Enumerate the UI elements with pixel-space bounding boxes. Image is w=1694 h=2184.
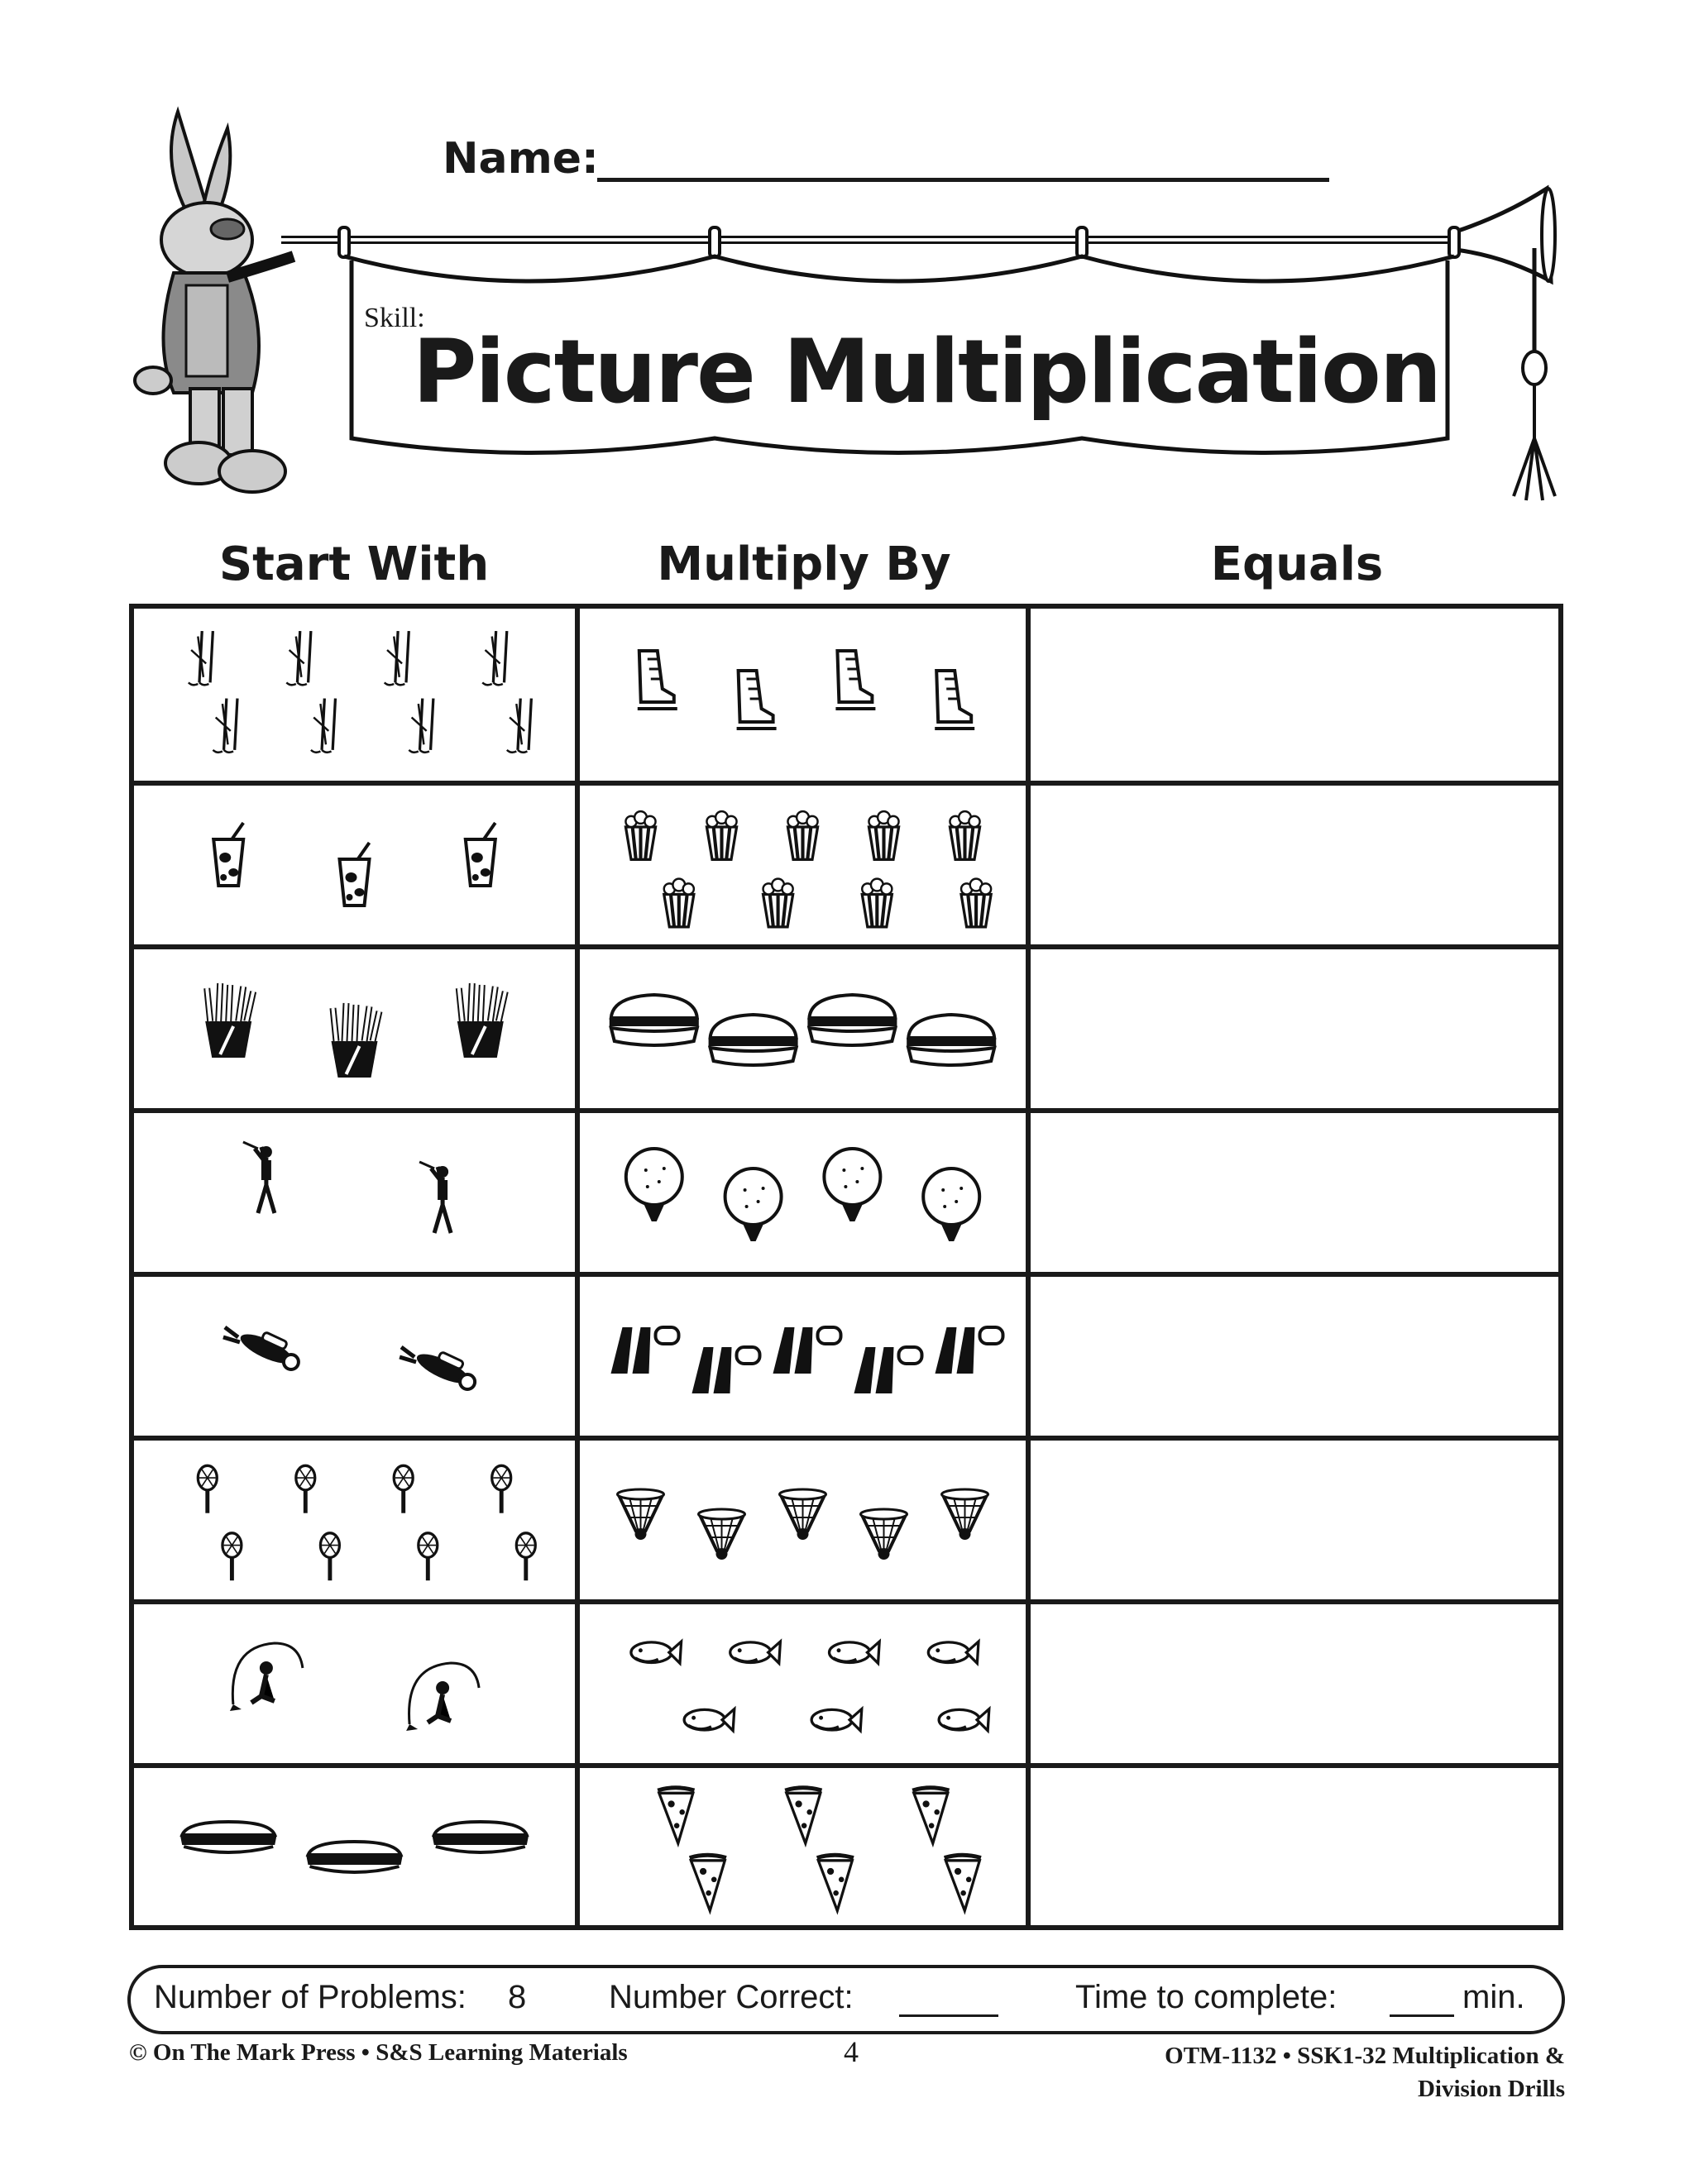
popcorn-icon — [706, 811, 736, 859]
flippers-and-mask-icon — [611, 1327, 679, 1374]
equals-answer-cell-row-5[interactable] — [1031, 1277, 1558, 1437]
popcorn-icon — [869, 811, 898, 859]
equals-answer-cell-row-4[interactable] — [1031, 1113, 1558, 1274]
popcorn-icon — [950, 811, 979, 859]
time-blank[interactable] — [1390, 2014, 1454, 2017]
shuttlecock-icon — [942, 1489, 988, 1540]
time-to-complete-label: Time to complete: — [1075, 1979, 1337, 2015]
fish-icon — [830, 1642, 880, 1663]
submarine-sandwich-icon — [180, 1822, 276, 1852]
soda-cup-icon — [466, 823, 495, 886]
column-header-start-with: Start With — [218, 538, 490, 591]
fish-icon — [730, 1642, 781, 1663]
column-header-multiply-by: Multiply By — [657, 538, 951, 591]
french-fries-icon — [332, 1003, 380, 1078]
skis-icon — [409, 699, 433, 753]
tennis-racket-icon — [394, 1465, 413, 1513]
start-with-cell-row-4 — [134, 1113, 575, 1274]
skis-icon — [507, 699, 532, 753]
start-with-cell-row-1 — [134, 609, 575, 769]
skis-icon — [311, 699, 336, 753]
golf-ball-on-tee-icon — [725, 1168, 782, 1241]
name-label: Name: — [443, 134, 599, 184]
popcorn-icon — [961, 879, 991, 927]
tennis-racket-icon — [516, 1533, 535, 1580]
popcorn-icon — [625, 811, 655, 859]
golf-ball-on-tee-icon — [824, 1149, 880, 1221]
pizza-slice-icon — [785, 1788, 821, 1843]
tennis-racket-icon — [223, 1533, 242, 1580]
soda-cup-icon — [340, 843, 370, 906]
popcorn-icon — [862, 879, 892, 927]
book-credit-line2: Division Drills — [1417, 2076, 1565, 2102]
equals-answer-cell-row-6[interactable] — [1031, 1441, 1558, 1601]
flippers-and-mask-icon — [936, 1327, 1003, 1374]
multiply-by-cell-row-7 — [580, 1604, 1026, 1765]
tennis-racket-icon — [419, 1533, 438, 1580]
golf-ball-on-tee-icon — [626, 1149, 682, 1221]
pizza-slice-icon — [690, 1855, 726, 1910]
hamburger-icon — [610, 995, 699, 1045]
tennis-racket-icon — [492, 1465, 511, 1513]
pizza-slice-icon — [912, 1788, 949, 1843]
multiply-by-cell-row-5 — [580, 1277, 1026, 1437]
popcorn-icon — [763, 879, 793, 927]
number-of-problems-label: Number of Problems: — [154, 1979, 467, 2015]
scuba-diver-icon — [400, 1347, 475, 1389]
equals-answer-cell-row-2[interactable] — [1031, 786, 1558, 946]
start-with-cell-row-2 — [134, 786, 575, 946]
shuttlecock-icon — [861, 1509, 907, 1560]
flippers-and-mask-icon — [692, 1347, 760, 1393]
equals-answer-cell-row-8[interactable] — [1031, 1768, 1558, 1928]
tennis-racket-icon — [296, 1465, 315, 1513]
fisherman-icon — [230, 1643, 303, 1711]
multiply-by-cell-row-2 — [580, 786, 1026, 946]
start-with-cell-row-6 — [134, 1441, 575, 1601]
equals-answer-cell-row-1[interactable] — [1031, 609, 1558, 769]
submarine-sandwich-icon — [433, 1822, 529, 1852]
submarine-sandwich-icon — [307, 1842, 403, 1872]
shuttlecock-icon — [780, 1489, 826, 1540]
flippers-and-mask-icon — [854, 1347, 922, 1393]
golfer-icon — [243, 1142, 275, 1213]
column-header-equals: Equals — [1210, 538, 1384, 591]
hamburger-icon — [907, 1015, 996, 1065]
equals-answer-cell-row-3[interactable] — [1031, 949, 1558, 1110]
ice-skate-icon — [737, 671, 777, 729]
multiply-by-cell-row-3 — [580, 949, 1026, 1110]
french-fries-icon — [457, 983, 505, 1058]
multiply-by-cell-row-4 — [580, 1113, 1026, 1274]
tennis-racket-icon — [320, 1533, 339, 1580]
fish-icon — [631, 1642, 682, 1663]
hamburger-icon — [807, 995, 897, 1045]
page-number: 4 — [844, 2035, 859, 2068]
golfer-icon — [419, 1162, 451, 1233]
fisherman-icon — [406, 1663, 479, 1731]
pizza-slice-icon — [945, 1855, 981, 1910]
skis-icon — [482, 631, 507, 685]
fish-icon — [811, 1709, 862, 1731]
ice-skate-icon — [835, 651, 875, 709]
pizza-slice-icon — [658, 1788, 694, 1843]
book-credit-line1: OTM-1132 • SSK1-32 Multiplication & — [1165, 2043, 1565, 2069]
skill-label: Skill: — [364, 303, 425, 333]
multiply-by-cell-row-6 — [580, 1441, 1026, 1601]
shuttlecock-icon — [699, 1509, 745, 1560]
hamburger-icon — [709, 1015, 798, 1065]
tennis-racket-icon — [198, 1465, 217, 1513]
ice-skate-icon — [638, 651, 677, 709]
book-credit — [1165, 2039, 1565, 2105]
number-correct-label: Number Correct: — [609, 1979, 854, 2015]
popcorn-icon — [787, 811, 817, 859]
soda-cup-icon — [213, 823, 243, 886]
french-fries-icon — [205, 983, 253, 1058]
number-of-problems-value: 8 — [508, 1979, 527, 2015]
start-with-cell-row-3 — [134, 949, 575, 1110]
fish-icon — [684, 1709, 735, 1731]
ice-skate-icon — [935, 671, 974, 729]
golf-ball-on-tee-icon — [923, 1168, 979, 1241]
start-with-cell-row-7 — [134, 1604, 575, 1765]
equals-answer-cell-row-7[interactable] — [1031, 1604, 1558, 1765]
start-with-cell-row-8 — [134, 1768, 575, 1928]
multiply-by-cell-row-8 — [580, 1768, 1026, 1928]
skis-icon — [189, 631, 213, 685]
skis-icon — [286, 631, 311, 685]
scuba-diver-icon — [223, 1327, 299, 1369]
flippers-and-mask-icon — [773, 1327, 841, 1374]
skis-icon — [213, 699, 237, 753]
pizza-slice-icon — [817, 1855, 854, 1910]
time-unit-label: min. — [1462, 1979, 1525, 2015]
multiply-by-cell-row-1 — [580, 609, 1026, 769]
popcorn-icon — [664, 879, 694, 927]
shuttlecock-icon — [618, 1489, 664, 1540]
publisher-credit: © On The Mark Press • S&S Learning Materials — [129, 2039, 628, 2066]
number-correct-blank[interactable] — [899, 2014, 998, 2017]
start-with-cell-row-5 — [134, 1277, 575, 1437]
skis-icon — [385, 631, 409, 685]
page-title: Picture Multiplication — [412, 321, 1441, 423]
fish-icon — [928, 1642, 979, 1663]
fish-icon — [939, 1709, 989, 1731]
